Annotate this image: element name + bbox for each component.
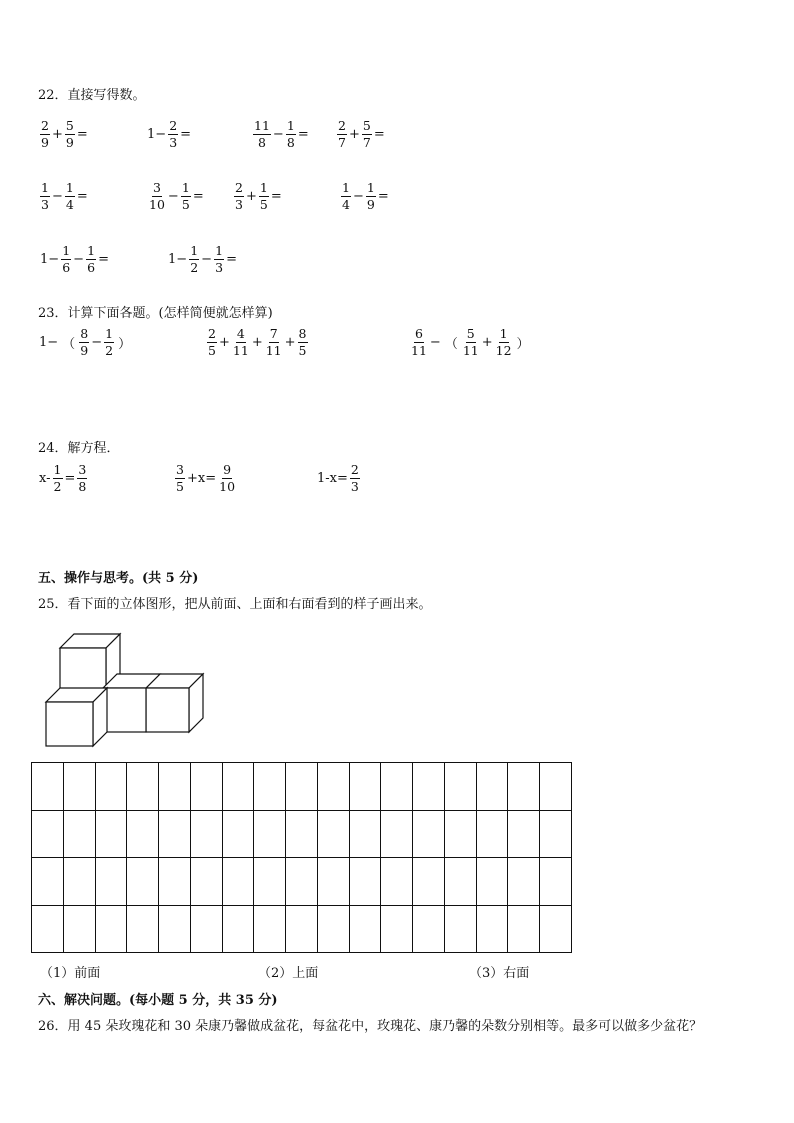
denominator: 7 [338,135,346,151]
grid-cell[interactable] [159,858,191,906]
grid-cell[interactable] [286,810,318,858]
q22-expr [233,181,283,213]
fraction [181,181,191,213]
numerator: 1 [259,181,269,197]
operator: = [226,252,237,268]
fraction [366,181,376,213]
grid-cell[interactable] [286,905,318,953]
caption-right: （3）右面 [469,966,530,981]
numerator: 8 [298,327,308,343]
q22-expr [167,244,238,276]
grid-cell[interactable] [95,858,127,906]
operator: = [192,189,204,205]
fraction [77,463,87,495]
caption-front: （1）前面 [40,966,101,981]
operator: = [297,127,309,143]
denominator: 8 [286,135,295,151]
cube-figure [40,628,210,750]
grid-row [32,858,572,906]
grid-cell[interactable] [32,763,64,811]
grid-cell[interactable] [190,858,222,906]
fraction [53,463,63,495]
grid-cell[interactable] [63,763,95,811]
grid-cell[interactable] [444,763,476,811]
operator: + [349,127,360,143]
numerator: 1 [214,244,224,260]
numerator: 1 [286,119,296,135]
denominator: 5 [259,197,268,213]
numerator: 5 [65,119,75,135]
term: x- [39,471,51,487]
numerator: 2 [168,119,178,135]
grid-cell[interactable] [540,810,572,858]
numerator: 3 [77,463,87,479]
numerator: 2 [337,119,347,135]
fraction [218,463,236,495]
numerator: 3 [152,181,162,197]
denominator: 2 [105,343,114,359]
grid-cell[interactable] [444,810,476,858]
q23-expr [206,327,309,359]
denominator: 2 [53,479,62,495]
grid-cell[interactable] [159,810,191,858]
numerator: 1 [65,181,75,197]
operator: − [73,252,85,268]
parenthesis: （ [444,337,458,353]
denominator: 4 [65,197,74,213]
operator: − [201,252,213,268]
grid-row [32,763,572,811]
q24-heading: 24．解方程． [38,441,120,456]
grid-cell[interactable] [476,858,508,906]
numerator: 5 [466,327,476,343]
denominator: 4 [342,197,350,213]
numerator: 1 [53,463,63,479]
numerator: 1 [40,181,50,197]
numerator: 7 [269,327,279,343]
numerator: 1 [61,244,71,260]
grid-cell[interactable] [349,905,381,953]
denominator: 9 [65,135,74,151]
fraction [207,327,217,359]
denominator: 11 [232,343,249,359]
fraction [337,119,347,151]
denominator: 5 [208,343,216,359]
numerator: 1 [181,181,191,197]
grid-cell[interactable] [508,810,540,858]
operator: = [64,471,76,487]
operator: = [76,127,88,143]
grid-cell[interactable] [444,905,476,953]
denominator: 6 [87,260,96,276]
drawing-grid[interactable] [31,762,572,953]
fraction [148,181,166,213]
caption-top: （2）上面 [258,966,319,981]
fraction [104,327,114,359]
fraction [253,119,271,151]
grid-cell[interactable] [95,905,127,953]
numerator: 1 [86,244,96,260]
grid-cell[interactable] [540,905,572,953]
grid-cell[interactable] [254,905,286,953]
grid-cell[interactable] [286,858,318,906]
denominator: 11 [462,343,479,359]
fraction [341,181,351,213]
numerator: 1 [341,181,351,197]
fraction [168,119,178,151]
denominator: 10 [219,479,236,495]
grid-cell[interactable] [222,905,254,953]
grid-cell[interactable] [476,763,508,811]
denominator: 8 [257,135,266,151]
operator: + [246,189,257,205]
section-six-heading: 六、解决问题。(每小题 5 分，共 35 分) [38,993,278,1008]
fraction [214,244,224,276]
numerator: 1 [189,244,199,260]
grid-cell[interactable] [286,763,318,811]
operator: − [272,127,284,143]
grid-cell[interactable] [476,810,508,858]
denominator: 11 [265,343,282,359]
fraction [259,181,269,213]
grid-cell[interactable] [63,905,95,953]
q22-expr [336,119,386,151]
operator: = [98,252,109,268]
grid-cell[interactable] [190,810,222,858]
fraction [79,327,89,359]
numerator: 6 [414,327,424,343]
term: 1− [168,252,188,268]
fraction [350,463,360,495]
grid-cell[interactable] [63,810,95,858]
fraction [232,327,250,359]
numerator: 3 [175,463,185,479]
numerator: 8 [79,327,89,343]
numerator: 1 [499,327,509,343]
grid-cell[interactable] [317,905,349,953]
grid-cell[interactable] [413,810,445,858]
grid-cell[interactable] [222,858,254,906]
fraction [298,327,308,359]
operator: + [284,335,296,351]
denominator: 3 [169,135,178,151]
grid-cell[interactable] [127,810,159,858]
operator: − [167,189,179,205]
parenthesis: ） [516,337,530,353]
q22-expr [147,181,205,213]
q23-heading: 23．计算下面各题。(怎样简便就怎样算) [38,306,273,321]
grid-cell[interactable] [540,763,572,811]
numerator: 11 [253,119,271,135]
denominator: 11 [411,343,427,359]
fraction [234,181,244,213]
parenthesis: （ [62,337,76,353]
denominator: 3 [215,260,224,276]
grid-cell[interactable] [381,905,413,953]
denominator: 3 [41,197,49,213]
fraction [495,327,513,359]
term: 1− [39,335,59,351]
operator: − [91,335,103,351]
grid-cell[interactable] [381,858,413,906]
numerator: 2 [207,327,217,343]
fraction [65,181,75,213]
grid-cell[interactable] [508,858,540,906]
q22-expr [39,119,89,151]
fraction [286,119,296,151]
grid-cell[interactable] [413,763,445,811]
grid-cell[interactable] [508,763,540,811]
fraction [40,119,50,151]
grid-cell[interactable] [317,763,349,811]
grid-cell[interactable] [32,810,64,858]
grid-cell[interactable] [159,905,191,953]
denominator: 3 [350,479,359,495]
section-five-heading: 五、操作与思考。(共 5 分) [38,571,199,586]
fraction [462,327,480,359]
numerator: 5 [362,119,372,135]
grid-cell[interactable] [127,763,159,811]
grid-cell[interactable] [254,763,286,811]
fraction [86,244,96,276]
q25-text: 25．看下面的立体图形，把从前面、上面和右面看到的样子画出来。 [38,597,432,612]
fraction [65,119,75,151]
operator: = [373,127,385,143]
grid-cell[interactable] [317,858,349,906]
grid-cell[interactable] [95,763,127,811]
fraction [362,119,372,151]
denominator: 12 [495,343,512,359]
grid-cell[interactable] [381,763,413,811]
grid-cell[interactable] [540,858,572,906]
grid-cell[interactable] [127,858,159,906]
parenthesis: ） [118,337,132,353]
numerator: 2 [350,463,360,479]
grid-cell[interactable] [222,763,254,811]
operator: = [180,127,192,143]
operator: = [377,189,389,205]
grid-cell[interactable] [190,763,222,811]
denominator: 9 [80,343,89,359]
q26-text: 26．用 45 朵玫瑰花和 30 朵康乃馨做成盆花，每盆花中，玫瑰花、康乃馨的朵数分别相等。最多可以做多少盆花？ [38,1019,703,1034]
operator: + [52,127,63,143]
fraction [61,244,71,276]
grid-cell[interactable] [413,905,445,953]
fraction [189,244,199,276]
grid-cell[interactable] [159,763,191,811]
grid-cell[interactable] [317,810,349,858]
grid-cell[interactable] [349,810,381,858]
grid-cell[interactable] [508,905,540,953]
numerator: 9 [222,463,232,479]
grid-cell[interactable] [476,905,508,953]
grid-cell[interactable] [222,810,254,858]
numerator: 2 [40,119,50,135]
operator: − [353,189,364,205]
q24-expr [316,463,361,495]
numerator: 2 [234,181,244,197]
denominator: 10 [149,197,165,213]
q22-heading: 22．直接写得数。 [38,88,146,103]
q23-expr [409,327,533,359]
term: 1-x= [317,471,348,487]
operator: − [429,335,441,351]
q24-expr [174,463,237,495]
grid-cell[interactable] [32,905,64,953]
denominator: 2 [190,260,199,276]
q22-expr [340,181,390,213]
denominator: 8 [78,479,87,495]
denominator: 7 [362,135,371,151]
denominator: 9 [366,197,375,213]
denominator: 5 [181,197,190,213]
grid-cell[interactable] [349,763,381,811]
operator: − [52,189,63,205]
grid-row [32,810,572,858]
q24-expr [38,463,88,495]
fraction [265,327,283,359]
q22-expr [39,244,110,276]
operator: = [76,189,88,205]
operator: +x= [187,471,217,487]
denominator: 3 [235,197,243,213]
numerator: 1 [104,327,114,343]
numerator: 1 [366,181,376,197]
term: 1− [147,127,167,143]
fraction [410,327,428,359]
denominator: 5 [176,479,184,495]
grid-cell[interactable] [254,810,286,858]
term: 1− [40,252,60,268]
grid-cell[interactable] [190,905,222,953]
grid-cell[interactable] [444,858,476,906]
q22-expr [146,119,192,151]
grid-cell[interactable] [381,810,413,858]
grid-cell[interactable] [32,858,64,906]
grid-cell[interactable] [349,858,381,906]
q23-expr [38,327,134,359]
q22-expr [252,119,310,151]
denominator: 9 [41,135,49,151]
denominator: 5 [298,343,307,359]
grid-cell[interactable] [254,858,286,906]
fraction [40,181,50,213]
grid-cell[interactable] [95,810,127,858]
operator: = [270,189,282,205]
operator: + [481,335,493,351]
grid-cell[interactable] [127,905,159,953]
operator: + [251,335,263,351]
fraction [175,463,185,495]
operator: + [219,335,230,351]
grid-row [32,905,572,953]
denominator: 6 [62,260,71,276]
q22-expr [39,181,89,213]
numerator: 4 [236,327,246,343]
grid-cell[interactable] [413,858,445,906]
grid-cell[interactable] [63,858,95,906]
